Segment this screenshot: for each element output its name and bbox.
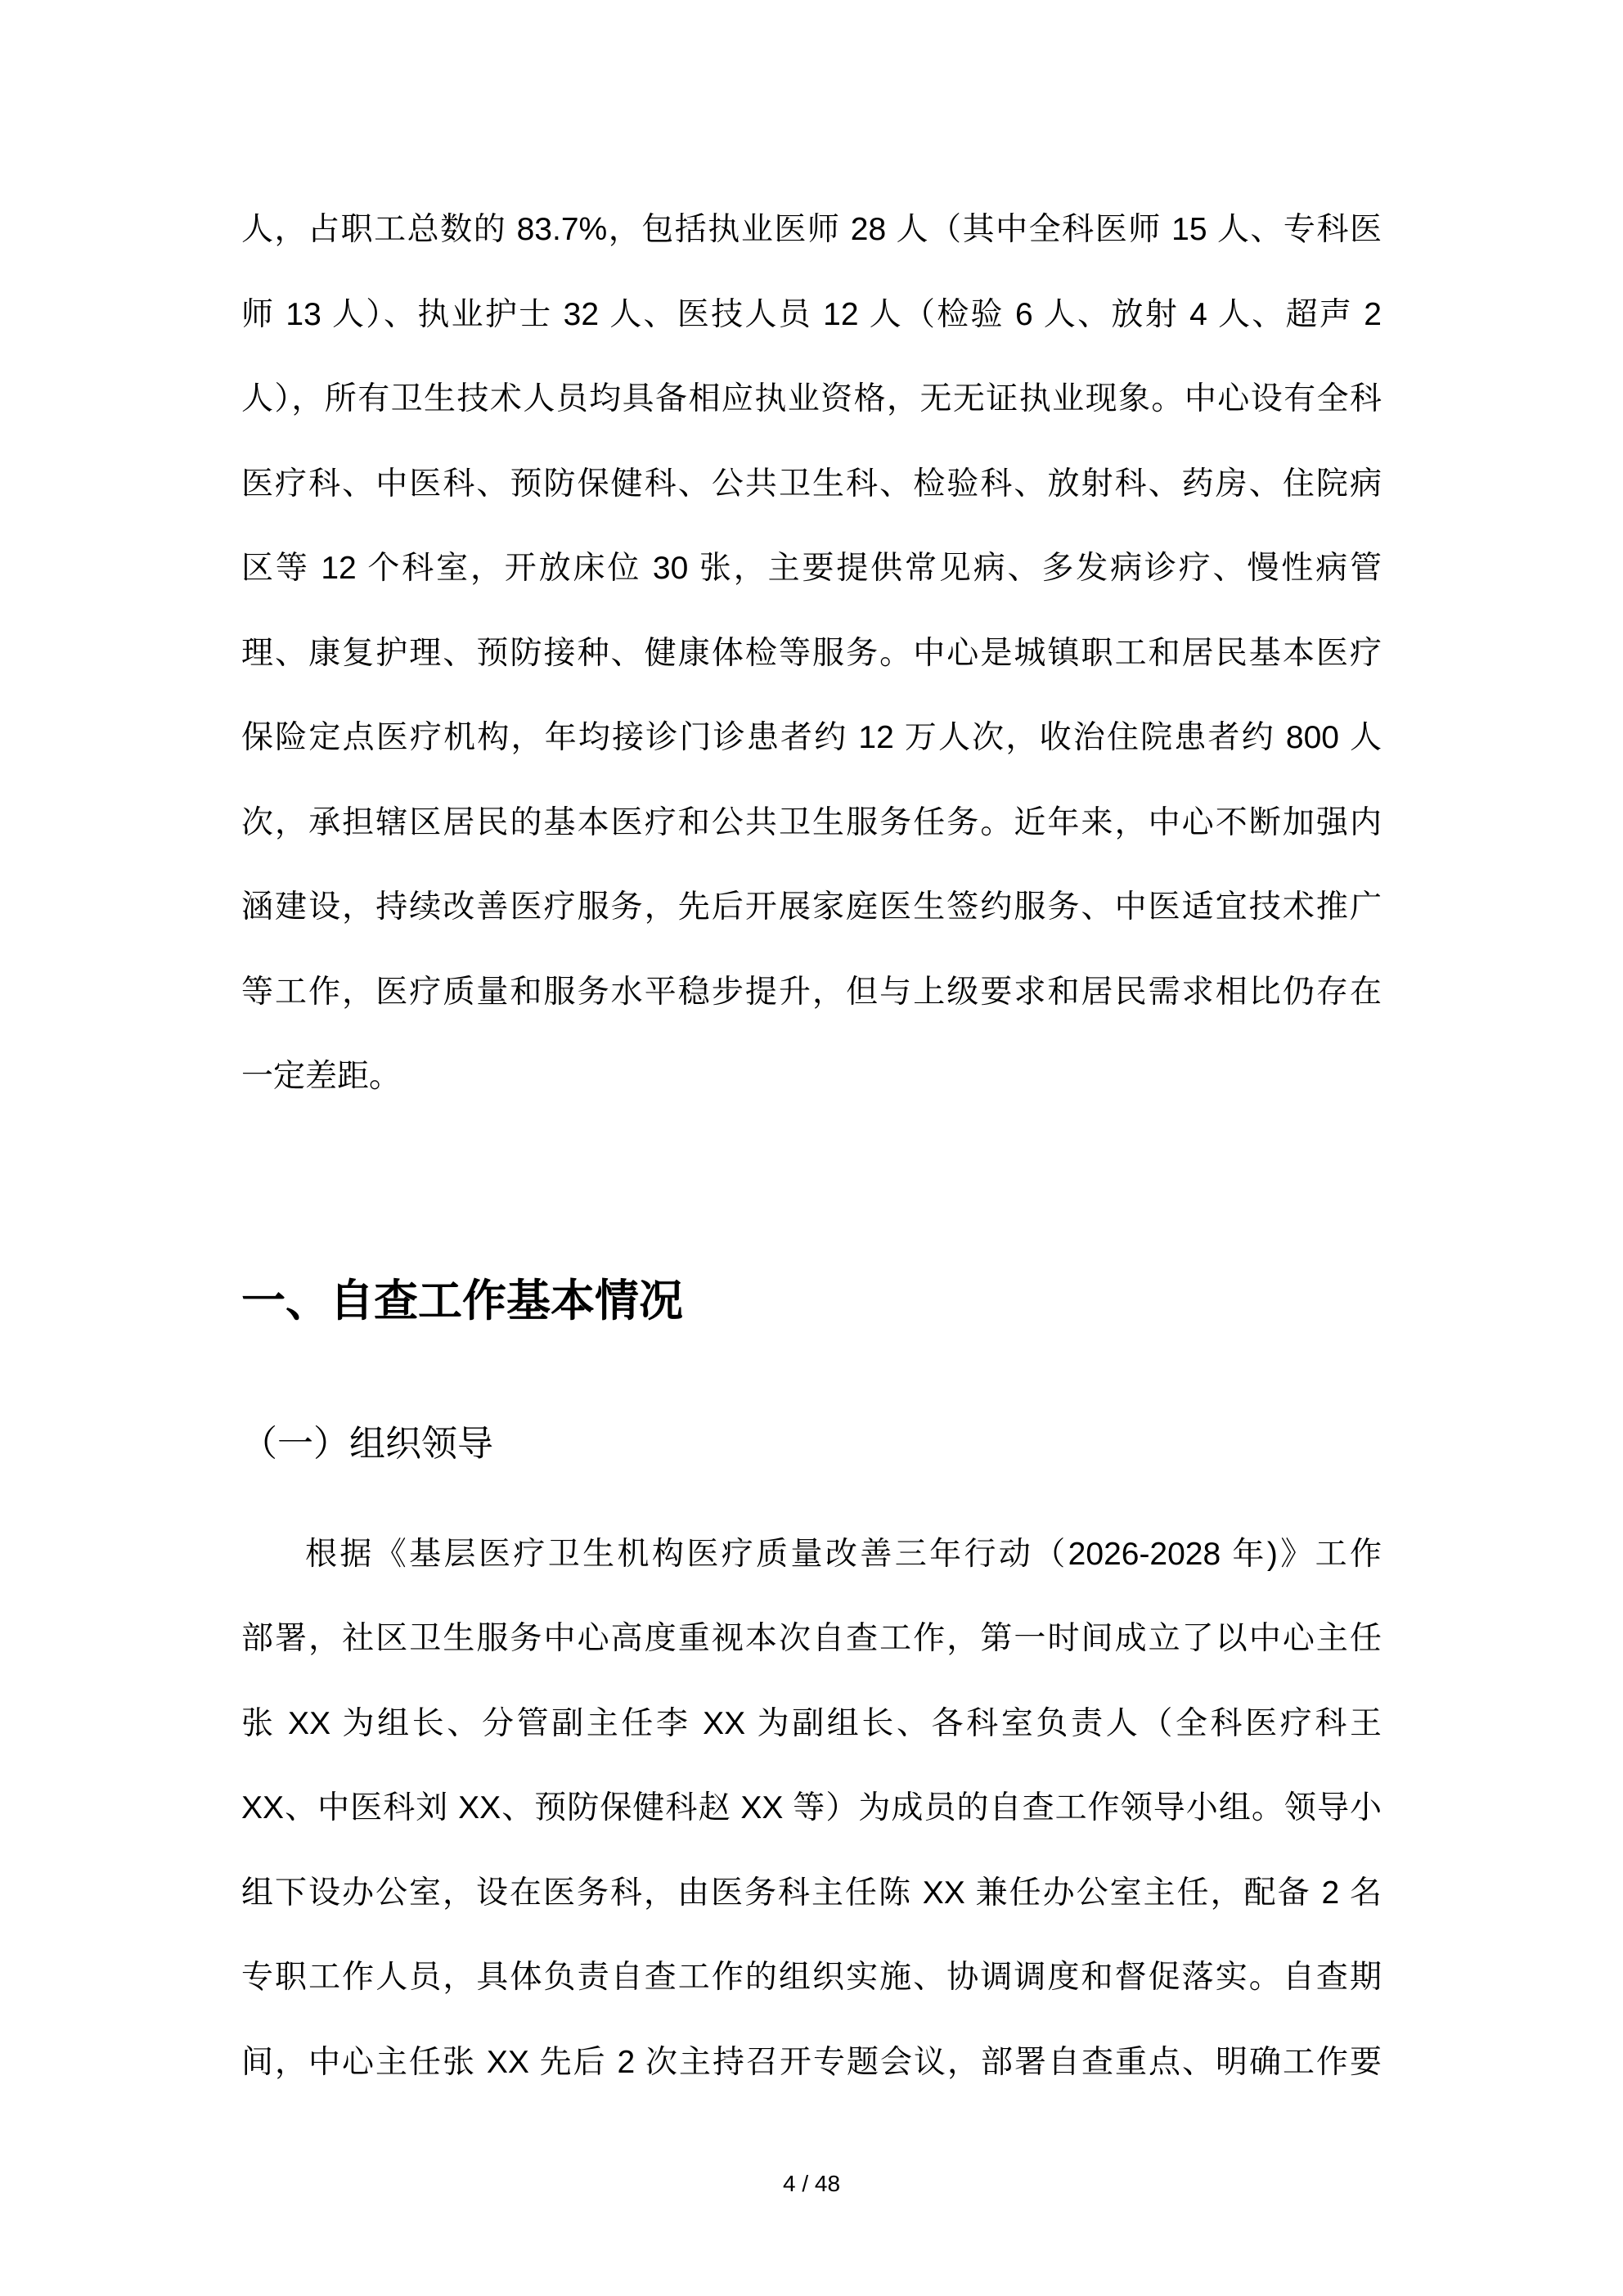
text-line: 部署，社区卫生服务中心高度重视本次自查工作，第一时间成立了以中心主任 <box>241 1621 1382 1656</box>
text-line: 医疗科、中医科、预防保健科、公共卫生科、检验科、放射科、药房、住院病 <box>241 466 1382 502</box>
text-line: 组下设办公室，设在医务科，由医务科主任陈 XX 兼任办公室主任，配备 2 名 <box>241 1875 1382 1911</box>
paragraph-organization-leadership <box>241 1512 1382 2105</box>
document-body <box>241 0 1382 2105</box>
text-line: 师 13 人）、执业护士 32 人、医技人员 12 人（检验 6 人、放射 4 人、超声 2 <box>241 296 1382 332</box>
text-line: 人），所有卫生技术人员均具备相应执业资格，无无证执业现象。中心设有全科 <box>241 381 1382 416</box>
text-line: 等工作，医疗质量和服务水平稳步提升，但与上级要求和居民需求相比仍存在 <box>241 974 1382 1010</box>
text-line: 次，承担辖区居民的基本医疗和公共卫生服务任务。近年来，中心不断加强内 <box>241 804 1382 840</box>
text-line: 理、康复护理、预防接种、健康体检等服务。中心是城镇职工和居民基本医疗 <box>241 635 1382 671</box>
text-line: 涵建设，持续改善医疗服务，先后开展家庭医生签约服务、中医适宜技术推广 <box>241 889 1382 925</box>
paragraph-center-overview <box>241 187 1382 1119</box>
text-line: 保险定点医疗机构，年均接诊门诊患者约 12 万人次，收治住院患者约 800 人 <box>241 720 1382 755</box>
page-number: 4 / 48 <box>782 2171 841 2196</box>
text-line: 根据《基层医疗卫生机构医疗质量改善三年行动（2026-2028 年)》工作 <box>305 1536 1382 1572</box>
text-line: 一定差距。 <box>241 1059 402 1094</box>
text-line: 专职工作人员，具体负责自查工作的组织实施、协调调度和督促落实。自查期 <box>241 1960 1382 1995</box>
text-line: 张 XX 为组长、分管副主任李 XX 为副组长、各科室负责人（全科医疗科王 <box>241 1705 1382 1741</box>
text-line: 人，占职工总数的 83.7%，包括执业医师 28 人（其中全科医师 15 人、专科医 <box>241 212 1382 247</box>
subsection-heading-organization-leadership: （一）组织领导 <box>241 1423 493 1464</box>
section-heading-self-inspection-overview: 一、自查工作基本情况 <box>241 1276 683 1326</box>
text-line: 间，中心主任张 XX 先后 2 次主持召开专题会议，部署自查重点、明确工作要 <box>241 2044 1382 2080</box>
text-line: 区等 12 个科室，开放床位 30 张，主要提供常见病、多发病诊疗、慢性病管 <box>241 551 1382 586</box>
text-line: XX、中医科刘 XX、预防保健科赵 XX 等）为成员的自查工作领导小组。领导小 <box>241 1790 1382 1826</box>
